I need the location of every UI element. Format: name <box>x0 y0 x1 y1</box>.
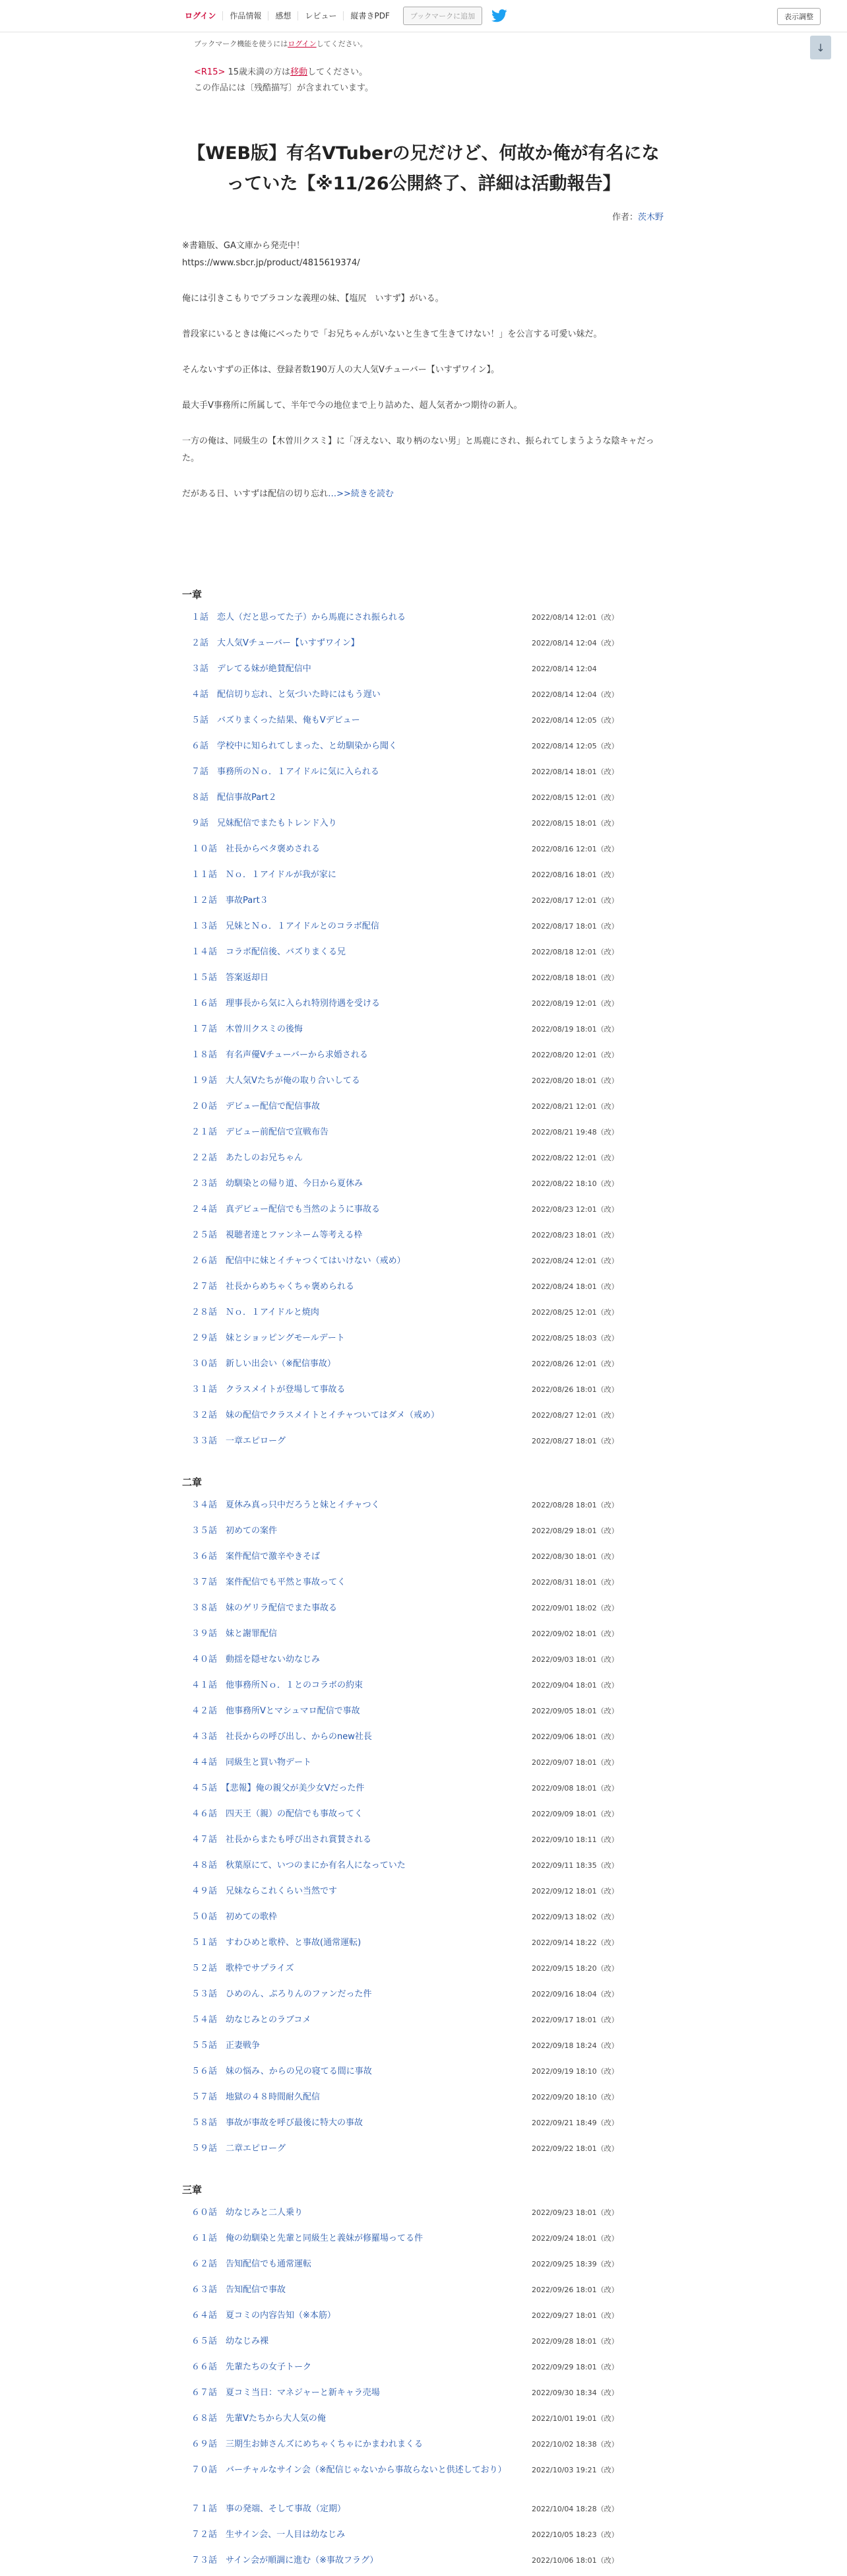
episode-link[interactable]: ５２話 歌枠でサプライズ <box>191 1964 294 1973</box>
episode-date: 2022/08/26 18:01（改） <box>532 1385 619 1394</box>
episode-row <box>182 1045 664 1071</box>
episode-date: 2022/09/25 18:39（改） <box>532 2260 619 2268</box>
episode-date: 2022/08/14 18:01（改） <box>532 768 619 776</box>
episode-link[interactable]: ４６話 四天王（親）の配信でも事故ってく <box>191 1809 363 1819</box>
episode-link[interactable]: １７話 木曽川クスミの後悔 <box>191 1024 303 1034</box>
episode-date: 2022/09/02 18:01（改） <box>532 1630 619 1638</box>
episode-link[interactable]: ５９話 二章エピローグ <box>191 2144 286 2154</box>
work-info-link[interactable]: 作品情報 <box>223 11 268 20</box>
episode-link[interactable]: ４４話 同級生と買い物デート <box>191 1758 312 1767</box>
impressions-link[interactable]: 感想 <box>268 11 298 20</box>
episode-link[interactable]: ５８話 事故が事故を呼び最後に特大の事故 <box>191 2118 363 2128</box>
episode-row <box>182 865 664 890</box>
episode-row <box>182 2138 664 2164</box>
episode-link[interactable]: １９話 大人気Vたちが俺の取り合いしてる <box>191 1076 360 1086</box>
episode-link[interactable]: ６２話 告知配信でも通常運転 <box>191 2259 312 2269</box>
episode-link[interactable]: ５７話 地獄の４８時間耐久配信 <box>191 2092 321 2102</box>
episode-link[interactable]: ５６話 妹の悩み、からの兄の寝てる間に事故 <box>191 2066 372 2076</box>
episode-row <box>182 2202 664 2228</box>
episode-row <box>182 1649 664 1675</box>
episode-link[interactable]: ５３話 ひめのん、ぷろりんのファンだった件 <box>191 1989 372 1999</box>
episode-link[interactable]: ３９話 妹と謝罪配信 <box>191 1629 278 1639</box>
episode-row <box>182 1019 664 1045</box>
episode-date: 2022/08/30 18:01（改） <box>532 1552 619 1561</box>
episode-date: 2022/09/08 18:01（改） <box>532 1784 619 1793</box>
episode-link[interactable]: ２７話 社長からめちゃくちゃ褒められる <box>191 1282 355 1292</box>
episode-row <box>182 1431 664 1457</box>
episode-row <box>182 2113 664 2138</box>
top-nav <box>178 6 507 26</box>
episode-link[interactable]: ３６話 案件配信で激辛やきそば <box>191 1552 321 1562</box>
synopsis-line: ※書籍版、GA文庫から発売中！ <box>182 241 305 251</box>
episode-row <box>182 2010 664 2035</box>
episode-row <box>182 1276 664 1302</box>
novel-title: 【WEB版】有名VTuberの兄だけど、何故か俺が有名になっていた【※11/26公開終了、詳細は活動報告】 <box>187 143 660 194</box>
rating-notice <box>194 65 373 96</box>
episode-date: 2022/09/24 18:01（改） <box>532 2234 619 2243</box>
episode-date: 2022/08/16 12:01（改） <box>532 845 619 853</box>
episode-row <box>182 2550 664 2576</box>
episode-row <box>182 1521 664 1546</box>
episode-link[interactable]: ６０話 幼なじみと二人乗り <box>191 2208 303 2218</box>
episode-row <box>182 942 664 968</box>
episode-row <box>182 787 664 813</box>
add-bookmark-button[interactable]: ブックマークに追加 <box>403 7 482 25</box>
episode-link[interactable]: ５５話 正妻戦争 <box>191 2041 261 2051</box>
episode-date: 2022/08/31 18:01（改） <box>532 1578 619 1587</box>
episode-date: 2022/10/04 18:28（改） <box>532 2505 619 2513</box>
episode-row <box>182 1804 664 1830</box>
episode-date: 2022/09/23 18:01（改） <box>532 2208 619 2217</box>
episode-date: 2022/09/28 18:01（改） <box>532 2337 619 2346</box>
episode-row <box>182 2357 664 2383</box>
episode-link[interactable]: ６５話 幼なじみ裸 <box>191 2336 269 2346</box>
episode-row <box>182 1752 664 1778</box>
episode-row <box>182 1984 664 2010</box>
episode-link[interactable]: ７０話 バーチャルなサイン会（※配信じゃないから事故らないと供述しており） <box>191 2465 507 2475</box>
episode-row <box>182 2434 664 2460</box>
author-label: 作者： <box>612 213 638 222</box>
synopsis-line <box>182 486 664 503</box>
notice-suffix: してください。 <box>316 40 367 48</box>
episode-link[interactable]: ７３話 サイン会が順調に進む（※事故フラグ） <box>191 2556 379 2565</box>
episode-link[interactable]: ９話 兄妹配信でまたもトレンド入り <box>191 818 337 828</box>
r15-move-link[interactable]: 移動 <box>290 67 308 77</box>
episode-date: 2022/09/07 18:01（改） <box>532 1758 619 1767</box>
episode-row <box>182 1932 664 1958</box>
episode-date: 2022/10/03 19:21（改） <box>532 2466 619 2474</box>
episode-row <box>182 993 664 1019</box>
episode-row <box>182 1624 664 1649</box>
episode-date: 2022/08/25 12:01（改） <box>532 1308 619 1317</box>
episode-link[interactable]: ８話 配信事故Part２ <box>191 793 277 803</box>
episode-link[interactable]: ５話 バズりまくった結果、俺もVデビュー <box>191 715 360 725</box>
synopsis-line: 最大手V事務所に所属して、半年で今の地位まで上り詰めた、超人気者かつ期待の新人。 <box>182 401 522 411</box>
episode-date: 2022/08/16 18:01（改） <box>532 871 619 879</box>
episode-date: 2022/09/12 18:01（改） <box>532 1887 619 1896</box>
episode-link[interactable]: ７話 事務所のＮｏ．１アイドルに気に入られる <box>191 767 379 777</box>
episode-link[interactable]: ５４話 幼なじみとのラブコメ <box>191 2015 311 2025</box>
episode-date: 2022/09/21 18:49（改） <box>532 2119 619 2127</box>
episode-row <box>182 1225 664 1251</box>
episode-row <box>182 2460 664 2499</box>
episode-link[interactable]: ２６話 配信中に妹とイチャつくてはいけない（戒め） <box>191 1256 406 1266</box>
episode-link[interactable]: ２２話 あたしのお兄ちゃん <box>191 1153 303 1163</box>
episode-row <box>182 2254 664 2280</box>
episode-link[interactable]: ３５話 初めての案件 <box>191 1526 278 1536</box>
episode-date: 2022/08/14 12:05（改） <box>532 716 619 725</box>
episode-row <box>182 1958 664 1984</box>
episode-row <box>182 1675 664 1701</box>
episode-link[interactable]: ２０話 デビュー配信で配信事故 <box>191 1102 321 1111</box>
episode-date: 2022/08/26 12:01（改） <box>532 1360 619 1368</box>
episode-date: 2022/08/17 12:01（改） <box>532 896 619 905</box>
episode-date: 2022/09/30 18:34（改） <box>532 2389 619 2397</box>
episode-link[interactable]: ３４話 夏休み真っ只中だろうと妹とイチャつく <box>191 1500 380 1510</box>
episode-row <box>182 1881 664 1907</box>
episode-date: 2022/08/19 18:01（改） <box>532 1025 619 1034</box>
episode-date: 2022/08/27 12:01（改） <box>532 1411 619 1420</box>
author-link[interactable]: 茨木野 <box>637 213 664 222</box>
episode-date: 2022/09/14 18:22（改） <box>532 1938 619 1947</box>
episode-date: 2022/08/14 12:04 <box>532 665 597 673</box>
episode-date: 2022/09/27 18:01（改） <box>532 2311 619 2320</box>
login-link[interactable]: ログイン <box>178 11 223 20</box>
content-warning: この作品には〔残酷描写〕が含まれています。 <box>194 83 373 93</box>
episode-date: 2022/08/25 18:03（改） <box>532 1334 619 1342</box>
episode-date: 2022/09/04 18:01（改） <box>532 1681 619 1690</box>
episode-row <box>182 916 664 942</box>
top-navigation-bar <box>0 0 847 32</box>
episode-row <box>182 1071 664 1096</box>
review-link[interactable]: レビュー <box>298 11 344 20</box>
episode-row <box>182 2228 664 2254</box>
episode-date: 2022/08/15 12:01（改） <box>532 793 619 802</box>
synopsis-line: 普段家にいるときは俺にべったりで「お兄ちゃんがいないと生きて生きてけない！」を公言する可愛い妹だ。 <box>182 329 602 339</box>
episode-date: 2022/09/06 18:01（改） <box>532 1733 619 1741</box>
episode-link[interactable]: ３２話 妹の配信でクラスメイトとイチャついてはダメ（戒め） <box>191 1410 439 1420</box>
episode-link[interactable]: ６話 学校中に知られてしまった、と幼馴染から聞く <box>191 741 398 751</box>
episode-link[interactable]: ４３話 社長からの呼び出し、からのnew社長 <box>191 1732 372 1742</box>
episode-date: 2022/08/21 19:48（改） <box>532 1128 619 1137</box>
episode-link[interactable]: ６９話 三期生お姉さんズにめちゃくちゃにかまわれまくる <box>191 2439 424 2449</box>
episode-row <box>182 1907 664 1932</box>
episode-row <box>182 1173 664 1199</box>
episode-link[interactable]: ６７話 夏コミ当日：マネジャーと新キャラ売場 <box>191 2388 380 2398</box>
episode-date: 2022/08/23 12:01（改） <box>532 1205 619 1214</box>
episode-row <box>182 607 664 633</box>
episode-date: 2022/09/11 18:35（改） <box>532 1861 619 1870</box>
episode-link[interactable]: １５話 答案返却日 <box>191 973 269 983</box>
episode-link[interactable]: ３０話 新しい出会い（※配信事故） <box>191 1359 336 1369</box>
episode-date: 2022/08/14 12:01（改） <box>532 613 619 622</box>
episode-date: 2022/09/29 18:01（改） <box>532 2363 619 2371</box>
episode-link[interactable]: ４５話 【悲報】俺の親父が美少女Vだった件 <box>191 1783 365 1793</box>
episode-date: 2022/08/14 12:04（改） <box>532 690 619 699</box>
episode-row <box>182 1701 664 1727</box>
episode-row <box>182 2525 664 2550</box>
synopsis-url: https://www.sbcr.jp/product/4815619374/ <box>182 258 360 268</box>
episode-link[interactable]: ２４話 真デビュー配信でも当然のように事故る <box>191 1205 381 1214</box>
episode-link[interactable]: ２１話 デビュー前配信で宣戦布告 <box>191 1127 329 1137</box>
episode-row <box>182 2383 664 2408</box>
r15-tag: <R15> <box>194 67 226 77</box>
episode-row <box>182 2035 664 2061</box>
episode-row <box>182 1830 664 1855</box>
episode-date: 2022/08/24 12:01（改） <box>532 1257 619 1265</box>
episode-row <box>182 1855 664 1881</box>
episode-date: 2022/09/16 18:04（改） <box>532 1990 619 1998</box>
episode-date: 2022/08/19 12:01（改） <box>532 999 619 1008</box>
episode-link[interactable]: ３３話 一章エピローグ <box>191 1436 286 1446</box>
episode-link[interactable]: ４９話 兄妹ならこれくらい当然です <box>191 1886 338 1896</box>
episode-row <box>182 710 664 736</box>
episode-date: 2022/09/03 18:01（改） <box>532 1655 619 1664</box>
episode-link[interactable]: ４話 配信切り忘れ、と気づいた時にはもう遅い <box>191 690 381 700</box>
chapter-heading: 三章 <box>182 2184 203 2196</box>
episode-row <box>182 736 664 762</box>
episode-link[interactable]: ２８話 Ｎｏ．１アイドルと焼肉 <box>191 1307 319 1317</box>
synopsis-line: 俺には引きこもりでブラコンな義理の妹、【塩尻 いすず】がいる。 <box>182 294 444 304</box>
episode-link[interactable]: ５０話 初めての歌枠 <box>191 1912 278 1922</box>
episode-row <box>182 1727 664 1752</box>
episode-row <box>182 684 664 710</box>
episode-date: 2022/09/05 18:01（改） <box>532 1707 619 1715</box>
episode-date: 2022/08/23 18:01（改） <box>532 1231 619 1239</box>
episode-date: 2022/08/22 18:10（改） <box>532 1179 619 1188</box>
episode-date: 2022/09/01 18:02（改） <box>532 1604 619 1612</box>
episode-link[interactable]: １６話 理事長から気に入られ特別待遇を受ける <box>191 999 381 1008</box>
episode-date: 2022/09/13 18:02（改） <box>532 1913 619 1921</box>
episode-date: 2022/08/18 18:01（改） <box>532 974 619 982</box>
episode-date: 2022/08/24 18:01（改） <box>532 1282 619 1291</box>
episode-link[interactable]: ６１話 俺の幼馴染と先輩と同級生と義妹が修羅場ってる件 <box>191 2233 424 2243</box>
synopsis-line: そんないすずの正体は、登録者数190万人の大人気Vチューバー【いすずワイン】。 <box>182 365 500 375</box>
episode-date: 2022/08/29 18:01（改） <box>532 1527 619 1535</box>
episode-row <box>182 1778 664 1804</box>
episode-row <box>182 1572 664 1598</box>
episode-row <box>182 1405 664 1431</box>
episode-row <box>182 2499 664 2525</box>
episode-date: 2022/09/17 18:01（改） <box>532 2016 619 2024</box>
episode-link[interactable]: ３１話 クラスメイトが登場して事故る <box>191 1385 346 1395</box>
episode-row <box>182 1148 664 1173</box>
episode-link[interactable]: ６６話 先輩たちの女子トーク <box>191 2362 312 2372</box>
episode-row <box>182 1328 664 1354</box>
synopsis-last: だがある日、いすずは配信の切り忘れ <box>182 489 329 499</box>
episode-date: 2022/10/05 18:23（改） <box>532 2530 619 2539</box>
table-of-contents <box>182 582 664 2576</box>
r15-text: 15歳未満の方は <box>225 67 291 77</box>
episode-date: 2022/08/20 18:01（改） <box>532 1076 619 1085</box>
episode-link[interactable]: １２話 事故Part３ <box>191 896 268 906</box>
episode-link[interactable]: ４１話 他事務所Ｎｏ．１とのコラボの約束 <box>191 1680 363 1690</box>
episode-date: 2022/08/21 12:01（改） <box>532 1102 619 1111</box>
episode-row <box>182 633 664 659</box>
episode-link[interactable]: ６８話 先輩Vたちから大人気の俺 <box>191 2414 326 2424</box>
episode-row <box>182 839 664 865</box>
episode-row <box>182 1199 664 1225</box>
episode-link[interactable]: １３話 兄妹とＮｏ．１アイドルとのコラボ配信 <box>191 921 379 931</box>
author-line <box>0 210 664 222</box>
episode-link[interactable]: ３話 デレてる妹が絶賛配信中 <box>191 664 311 674</box>
episode-date: 2022/08/18 12:01（改） <box>532 948 619 956</box>
episode-link[interactable]: １８話 有名声優Vチューバーから求婚される <box>191 1050 368 1060</box>
episode-link[interactable]: ２５話 視聴者達とファンネーム等考える枠 <box>191 1230 363 1240</box>
display-settings-button[interactable]: 表示調整 <box>777 8 821 25</box>
episode-date: 2022/08/28 18:01（改） <box>532 1501 619 1509</box>
episode-link[interactable]: ４８話 秋葉原にて、いつのまにか有名人になっていた <box>191 1861 406 1870</box>
synopsis-line: 一方の俺は、同級生の【木曽川クスミ】に「冴えない、取り柄のない男」と馬鹿にされ、振られてしまうような陰キャだった。 <box>182 436 654 463</box>
episode-date: 2022/08/15 18:01（改） <box>532 819 619 828</box>
synopsis <box>182 238 664 503</box>
episode-row <box>182 1354 664 1379</box>
episode-row <box>182 2087 664 2113</box>
chapter-heading: 二章 <box>182 1476 203 1488</box>
episode-link[interactable]: ３７話 案件配信でも平然と事故ってく <box>191 1577 346 1587</box>
episode-link[interactable]: ３８話 妹のゲリラ配信でまた事故る <box>191 1603 338 1613</box>
episode-row <box>182 1251 664 1276</box>
episode-date: 2022/08/17 18:01（改） <box>532 922 619 931</box>
bookmark-login-notice <box>194 38 367 49</box>
episode-date: 2022/08/14 12:04（改） <box>532 639 619 647</box>
episode-link[interactable]: ５１話 すわひめと歌枠、と事故(通常運転) <box>191 1938 361 1948</box>
episode-date: 2022/08/20 12:01（改） <box>532 1051 619 1059</box>
episode-row <box>182 2331 664 2357</box>
episode-date: 2022/08/22 12:01（改） <box>532 1154 619 1162</box>
episode-date: 2022/09/15 18:20（改） <box>532 1964 619 1973</box>
episode-date: 2022/09/22 18:01（改） <box>532 2144 619 2153</box>
scroll-down-button[interactable] <box>810 36 831 59</box>
episode-link[interactable]: １４話 コラボ配信後、バズりまくる兄 <box>191 947 346 957</box>
episode-row <box>182 1096 664 1122</box>
episode-date: 2022/09/18 18:24（改） <box>532 2041 619 2050</box>
episode-row <box>182 659 664 684</box>
episode-row <box>182 1302 664 1328</box>
episode-link[interactable]: ４７話 社長からまたも呼び出され賞賛される <box>191 1835 372 1845</box>
notice-prefix: ブックマーク機能を使うには <box>194 40 288 48</box>
episode-date: 2022/08/27 18:01（改） <box>532 1437 619 1445</box>
episode-link[interactable]: ６３話 告知配信で事故 <box>191 2285 286 2295</box>
vertical-pdf-link[interactable]: 縦書きPDF <box>350 11 390 20</box>
episode-date: 2022/10/01 19:01（改） <box>532 2414 619 2423</box>
episode-row <box>182 2280 664 2305</box>
episode-row <box>182 2305 664 2331</box>
episode-link[interactable]: ７２話 生サイン会、一人目は幼なじみ <box>191 2530 346 2540</box>
episode-date: 2022/09/26 18:01（改） <box>532 2286 619 2294</box>
episode-link[interactable]: ２９話 妹とショッピングモールデート <box>191 1333 345 1343</box>
chapter-heading: 一章 <box>182 589 203 601</box>
episode-link[interactable]: １話 恋人（だと思ってた子）から馬鹿にされ振られる <box>191 612 406 622</box>
episode-date: 2022/09/09 18:01（改） <box>532 1810 619 1818</box>
arrow-down-icon: ↓ <box>816 41 825 54</box>
r15-text-suffix: してください。 <box>307 67 368 77</box>
episode-date: 2022/10/02 18:38（改） <box>532 2440 619 2449</box>
episode-link[interactable]: ２３話 幼馴染との帰り道、今日から夏休み <box>191 1179 363 1189</box>
episode-link[interactable]: １１話 Ｎｏ．１アイドルが我が家に <box>191 870 336 880</box>
notice-login-link[interactable]: ログイン <box>288 40 317 48</box>
episode-link[interactable]: ４０話 動揺を隠せない幼なじみ <box>191 1655 321 1665</box>
episode-row <box>182 1598 664 1624</box>
episode-link[interactable]: １０話 社長からベタ褒めされる <box>191 844 321 854</box>
episode-row <box>182 1495 664 1521</box>
episode-row <box>182 762 664 787</box>
episode-link[interactable]: ７１話 事の発端、そして事故（定期） <box>191 2504 346 2514</box>
episode-row <box>182 890 664 916</box>
episode-row <box>182 968 664 993</box>
episode-row <box>182 1122 664 1148</box>
episode-row <box>182 1379 664 1405</box>
episode-row <box>182 2061 664 2087</box>
read-more-link[interactable]: …>>続きを読む <box>328 489 394 499</box>
episode-date: 2022/09/10 18:11（改） <box>532 1835 619 1844</box>
episode-date: 2022/09/19 18:10（改） <box>532 2067 619 2076</box>
episode-row <box>182 2408 664 2434</box>
episode-link[interactable]: ４２話 他事務所Vとマシュマロ配信で事故 <box>191 1706 360 1716</box>
episode-row <box>182 813 664 839</box>
episode-date: 2022/08/14 12:05（改） <box>532 742 619 750</box>
episode-link[interactable]: ２話 大人気Vチューバー【いすずワイン】 <box>191 638 360 648</box>
twitter-icon[interactable] <box>491 9 507 23</box>
episode-date: 2022/10/06 18:01（改） <box>532 2556 619 2565</box>
episode-date: 2022/09/20 18:10（改） <box>532 2093 619 2101</box>
episode-row <box>182 1546 664 1572</box>
episode-link[interactable]: ６４話 夏コミの内容告知（※本筋） <box>191 2311 336 2321</box>
